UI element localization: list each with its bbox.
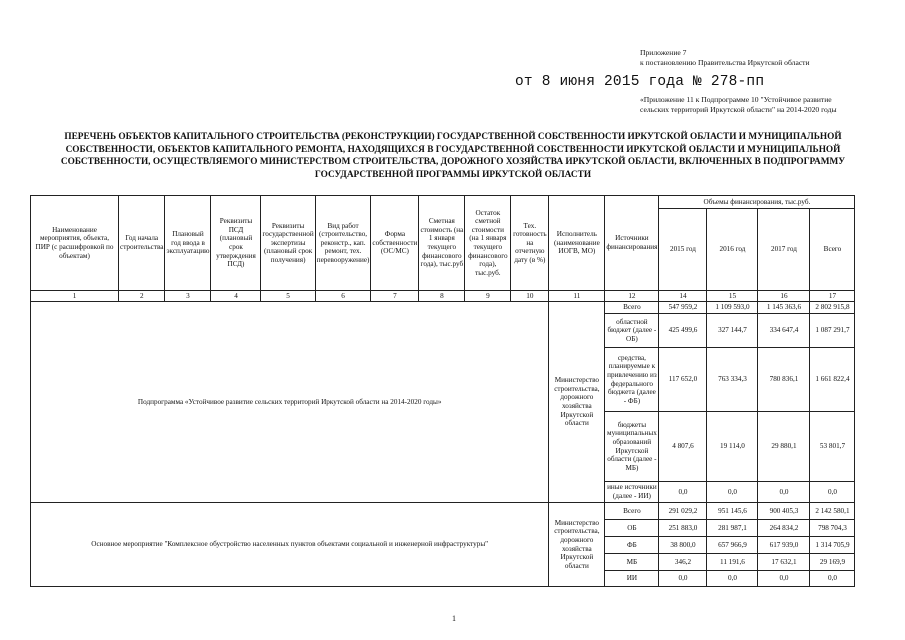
col-header-total: Всего bbox=[810, 209, 855, 291]
col-header-estimate: Сметная стоимость (на 1 января текущего финансового года), тыс.руб bbox=[419, 196, 465, 291]
value-2017: 17 632,1 bbox=[758, 554, 810, 571]
source-cell: Всего bbox=[605, 302, 659, 314]
subprogram-name: Подпрограмма «Устойчивое развитие сельских территорий Иркутской области на 2014-2020 годы» bbox=[31, 302, 549, 503]
table-row bbox=[31, 503, 855, 520]
source-cell: ОБ bbox=[605, 520, 659, 537]
col-header-name: Наименование мероприятия, объекта, ПИР (с расшифровкой по объектам) bbox=[31, 196, 119, 291]
index-cell: 15 bbox=[707, 291, 758, 302]
source-cell: Всего bbox=[605, 503, 659, 520]
table-row bbox=[31, 302, 855, 314]
index-cell: 11 bbox=[549, 291, 605, 302]
decree-stamp: от 8 июня 2015 года № 278-пп bbox=[515, 74, 765, 90]
col-header-work-type: Вид работ (строительство, реконстр., кап. ремонт, тех. перевооружение) bbox=[315, 196, 371, 291]
index-cell: 16 bbox=[758, 291, 810, 302]
value-2015: 346,2 bbox=[659, 554, 707, 571]
value-2016: 0,0 bbox=[707, 571, 758, 587]
index-cell: 4 bbox=[211, 291, 261, 302]
appendix-line-1: Приложение 7 bbox=[640, 48, 687, 57]
value-total: 2 142 580,1 bbox=[810, 503, 855, 520]
value-2015: 251 883,0 bbox=[659, 520, 707, 537]
source-cell: бюджеты муниципальных образований Иркутской области (далее - МБ) bbox=[605, 412, 659, 482]
value-2016: 951 145,6 bbox=[707, 503, 758, 520]
index-cell: 3 bbox=[165, 291, 211, 302]
source-cell: средства, планируемые к привлечению из федерального бюджета (далее - ФБ) bbox=[605, 348, 659, 412]
col-header-sources: Источники финансирования bbox=[605, 196, 659, 291]
col-header-remaining: Остаток сметной стоимости (на 1 января текущего финансового года), тыс.руб. bbox=[465, 196, 511, 291]
value-2016: 327 144,7 bbox=[707, 314, 758, 348]
index-cell: 8 bbox=[419, 291, 465, 302]
value-2017: 29 880,1 bbox=[758, 412, 810, 482]
value-2016: 0,0 bbox=[707, 482, 758, 503]
value-2017: 617 939,0 bbox=[758, 537, 810, 554]
value-2016: 763 334,3 bbox=[707, 348, 758, 412]
index-cell: 5 bbox=[261, 291, 315, 302]
index-cell: 17 bbox=[810, 291, 855, 302]
source-cell: ФБ bbox=[605, 537, 659, 554]
value-total: 1 661 822,4 bbox=[810, 348, 855, 412]
value-total: 2 802 915,8 bbox=[810, 302, 855, 314]
source-cell: ИИ bbox=[605, 571, 659, 587]
value-2015: 38 800,0 bbox=[659, 537, 707, 554]
index-cell: 14 bbox=[659, 291, 707, 302]
value-2015: 547 959,2 bbox=[659, 302, 707, 314]
value-total: 0,0 bbox=[810, 482, 855, 503]
value-total: 1 314 705,9 bbox=[810, 537, 855, 554]
col-header-funding-group: Объемы финансирования, тыс.руб. bbox=[659, 196, 855, 209]
value-2015: 4 807,6 bbox=[659, 412, 707, 482]
col-header-readiness: Тех. готовность на отчетную дату (в %) bbox=[511, 196, 549, 291]
objects-table bbox=[30, 195, 855, 587]
value-2016: 19 114,0 bbox=[707, 412, 758, 482]
value-2016: 657 966,9 bbox=[707, 537, 758, 554]
index-cell: 9 bbox=[465, 291, 511, 302]
value-total: 1 087 291,7 bbox=[810, 314, 855, 348]
col-header-executor: Исполнитель (наименование ИОГВ, МО) bbox=[549, 196, 605, 291]
page-number: 1 bbox=[452, 614, 456, 623]
col-header-2017: 2017 год bbox=[758, 209, 810, 291]
value-2015: 117 652,0 bbox=[659, 348, 707, 412]
col-header-2015: 2015 год bbox=[659, 209, 707, 291]
index-cell: 7 bbox=[371, 291, 419, 302]
value-2017: 264 834,2 bbox=[758, 520, 810, 537]
index-cell: 12 bbox=[605, 291, 659, 302]
value-2015: 425 499,6 bbox=[659, 314, 707, 348]
col-header-2016: 2016 год bbox=[707, 209, 758, 291]
value-total: 0,0 bbox=[810, 571, 855, 587]
source-cell: иные источники (далее - ИИ) bbox=[605, 482, 659, 503]
source-cell: областной бюджет (далее - ОБ) bbox=[605, 314, 659, 348]
index-cell: 10 bbox=[511, 291, 549, 302]
source-cell: МБ bbox=[605, 554, 659, 571]
value-2015: 0,0 bbox=[659, 571, 707, 587]
reference-note: «Приложение 11 к Подпрограмме 10 "Устойчивое развитие сельских территорий Иркутской области" на 2014-2020 годы bbox=[640, 95, 837, 114]
value-2017: 1 145 363,6 bbox=[758, 302, 810, 314]
index-cell: 1 bbox=[31, 291, 119, 302]
col-header-planned-year: Плановый год ввода в эксплуатацию bbox=[165, 196, 211, 291]
value-2015: 0,0 bbox=[659, 482, 707, 503]
value-2017: 900 405,3 bbox=[758, 503, 810, 520]
appendix-line-2: к постановлению Правительства Иркутской области bbox=[640, 58, 810, 67]
col-header-ownership: Форма собственности (ОС/МС) bbox=[371, 196, 419, 291]
value-total: 53 801,7 bbox=[810, 412, 855, 482]
value-2017: 780 836,1 bbox=[758, 348, 810, 412]
value-2017: 0,0 bbox=[758, 482, 810, 503]
col-header-psd: Реквизиты ПСД (плановый срок утверждения ПСД) bbox=[211, 196, 261, 291]
value-2017: 0,0 bbox=[758, 571, 810, 587]
index-cell: 2 bbox=[119, 291, 165, 302]
value-total: 29 169,9 bbox=[810, 554, 855, 571]
value-2016: 11 191,6 bbox=[707, 554, 758, 571]
col-header-expertise: Реквизиты государственной экспертизы (плановый срок получения) bbox=[261, 196, 315, 291]
main-activity-name: Основное мероприятие "Комплексное обустройство населенных пунктов объектами социальной и инженерной инфраструктуры" bbox=[31, 503, 549, 587]
document-title: ПЕРЕЧЕНЬ ОБЪЕКТОВ КАПИТАЛЬНОГО СТРОИТЕЛЬСТВА (РЕКОНСТРУКЦИИ) ГОСУДАРСТВЕННОЙ СОБСТВЕННОСТИ ИРКУТСКОЙ ОБЛАСТИ И МУНИЦИПАЛЬНОЙ СОБСТВЕННОСТИ, ОБЪЕКТОВ КАПИТАЛЬНОГО РЕМОНТА, НАХОДЯЩИХСЯ В ГОСУДАРСТВЕННОЙ СОБСТВЕННОСТИ ИРКУТСКОЙ ОБЛАСТИ И МУНИЦИПАЛЬНОЙ СОБСТВЕННОСТИ, ОСУЩЕСТВЛЯЕМОГО МИНИСТЕРСТВОМ СТРОИТЕЛЬСТВА, ДОРОЖНОГО ХОЗЯЙСТВА ИРКУТСКОЙ ОБЛАСТИ, ВКЛЮЧЕННЫХ В ПОДПРОГРАММУ ГОСУДАРСТВЕННОЙ ПРОГРАММЫ ИРКУТСКОЙ ОБЛАСТИ bbox=[60, 132, 846, 180]
index-cell: 6 bbox=[315, 291, 371, 302]
main-activity-executor: Министерство строительства, дорожного хозяйства Иркутской области bbox=[549, 503, 605, 587]
col-header-start-year: Год начала строительства bbox=[119, 196, 165, 291]
value-total: 798 704,3 bbox=[810, 520, 855, 537]
value-2016: 1 109 593,0 bbox=[707, 302, 758, 314]
value-2017: 334 647,4 bbox=[758, 314, 810, 348]
value-2016: 281 987,1 bbox=[707, 520, 758, 537]
subprogram-executor: Министерство строительства, дорожного хозяйства Иркутской области bbox=[549, 302, 605, 503]
value-2015: 291 029,2 bbox=[659, 503, 707, 520]
appendix-note bbox=[640, 48, 810, 68]
